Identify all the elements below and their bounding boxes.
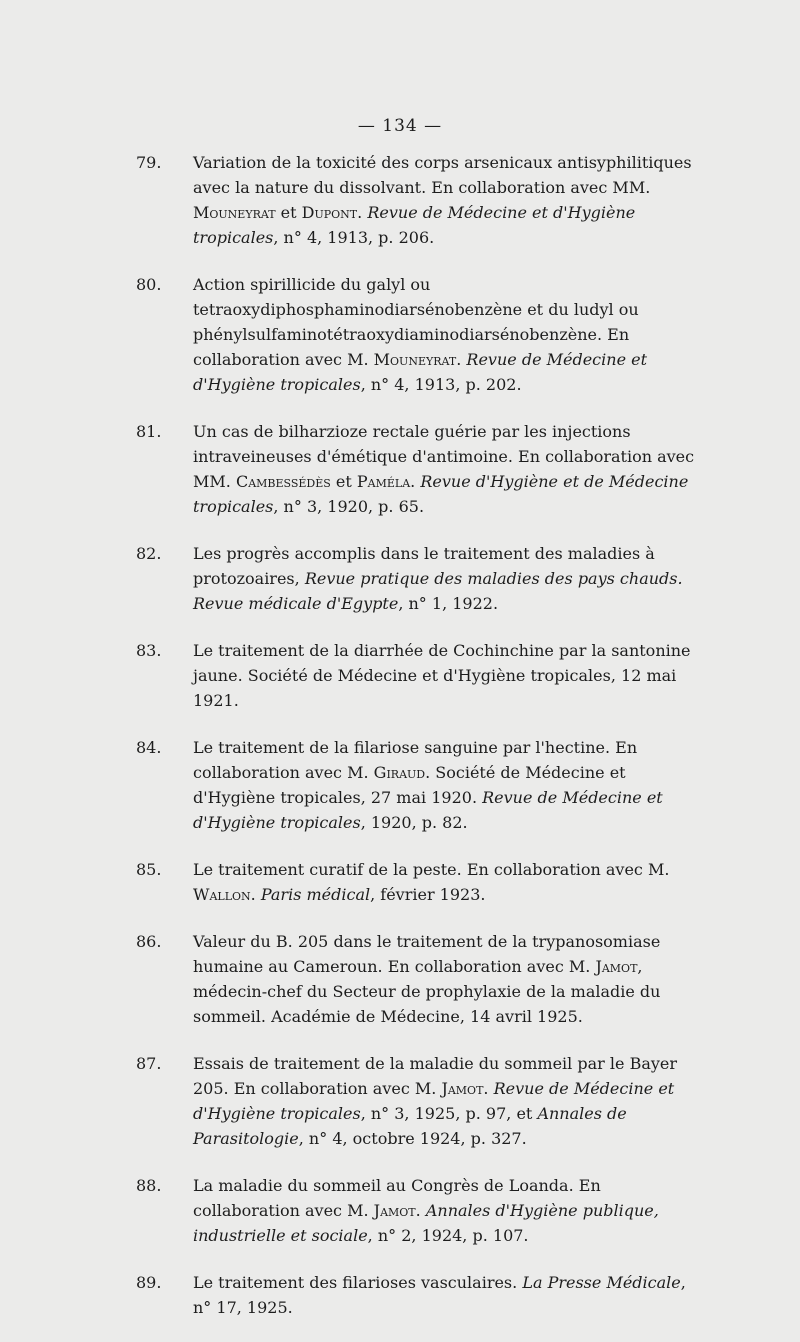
entry-title: Action spirillicide du galyl ou tetraoxydiphosphaminodiarsénobenzène et du ludyl ou phénylsulfaminotétraoxydiaminodiarsénobenzène. En collaboration avec M. bbox=[193, 275, 639, 369]
collaborator-name: Jamot bbox=[373, 1201, 416, 1220]
entry-text bbox=[193, 419, 696, 519]
list-item bbox=[0, 541, 800, 616]
collaborator-name: Dupont bbox=[301, 203, 358, 222]
entry-title: Les progrès accomplis dans le traitement des maladies à protozoaires, bbox=[193, 544, 655, 588]
list-item bbox=[0, 735, 800, 835]
collaborator-name: Paméla bbox=[356, 472, 411, 491]
journal-title: Annales de Parasitologie bbox=[193, 1104, 627, 1148]
entry-connector: . bbox=[415, 1201, 421, 1220]
entry-number: 82. bbox=[136, 544, 162, 563]
journal-title: Revue de Médecine et d'Hygiène tropicales bbox=[193, 203, 636, 247]
entry-text bbox=[193, 1173, 696, 1248]
entry-text bbox=[193, 272, 696, 397]
entry-citation: , médecin-chef du Secteur de prophylaxie de la maladie du sommeil. Académie de Médecine, 14 avril 1925. bbox=[193, 957, 661, 1026]
entry-citation: , n° 17, 1925. bbox=[193, 1273, 686, 1317]
entry-number: 87. bbox=[136, 1054, 162, 1073]
list-item bbox=[0, 857, 800, 907]
entry-citation: , n° 3, 1925, p. 97, et bbox=[360, 1104, 533, 1123]
collaborator-name: Jamot bbox=[441, 1079, 484, 1098]
list-item bbox=[0, 150, 800, 250]
entry-connector: . bbox=[410, 472, 416, 491]
entry-citation: , février 1923. bbox=[370, 885, 486, 904]
collaborator-name: Mouneyrat bbox=[193, 203, 276, 222]
entry-text bbox=[193, 929, 696, 1029]
collaborator-name: Wallon bbox=[193, 885, 251, 904]
entry-number: 81. bbox=[136, 422, 162, 441]
entry-number: 79. bbox=[136, 153, 162, 172]
list-item bbox=[0, 638, 800, 713]
journal-title: Paris médical bbox=[260, 885, 371, 904]
entry-citation: , n° 4, octobre 1924, p. 327. bbox=[298, 1129, 527, 1148]
entry-title: La maladie du sommeil au Congrès de Loanda. En collaboration avec M. bbox=[193, 1176, 601, 1220]
entry-title: Un cas de bilharzioze rectale guérie par les injections intraveineuses d'émétique d'antimoine. En collaboration avec MM. bbox=[193, 422, 695, 491]
entry-title: Le traitement de la filariose sanguine par l'hectine. En collaboration avec M. bbox=[193, 738, 638, 782]
entry-title: Le traitement curatif de la peste. En collaboration avec M. bbox=[193, 860, 670, 879]
entry-number: 86. bbox=[136, 932, 162, 951]
entry-text bbox=[193, 735, 696, 835]
journal-title: Revue de Médecine et d'Hygiène tropicales bbox=[193, 1079, 675, 1123]
entry-connector: et bbox=[280, 203, 297, 222]
journal-title: Revue de Médecine et d'Hygiène tropicales bbox=[193, 350, 648, 394]
entry-connector: . bbox=[357, 203, 363, 222]
entry-connector: . bbox=[456, 350, 462, 369]
page-number: — 134 — bbox=[357, 116, 443, 136]
entry-citation: , 1920, p. 82. bbox=[360, 813, 468, 832]
entry-citation: , n° 4, 1913, p. 206. bbox=[273, 228, 435, 247]
list-item bbox=[0, 929, 800, 1029]
journal-title: Revue de Médecine et d'Hygiène tropicales bbox=[193, 788, 663, 832]
bibliography-list bbox=[0, 150, 800, 1342]
entry-text bbox=[193, 857, 696, 907]
entry-connector: . bbox=[250, 885, 256, 904]
entry-text bbox=[193, 1270, 696, 1320]
entry-title: Valeur du B. 205 dans le traitement de la trypanosomiase humaine au Cameroun. En collaboration avec M. bbox=[193, 932, 661, 976]
entry-citation: , n° 3, 1920, p. 65. bbox=[273, 497, 425, 516]
entry-number: 89. bbox=[136, 1273, 162, 1292]
journal-title: Revue d'Hygiène et de Médecine tropicales bbox=[193, 472, 689, 516]
collaborator-name: Cambessédès bbox=[235, 472, 331, 491]
collaborator-name: Jamot bbox=[595, 957, 638, 976]
entry-connector: et bbox=[335, 472, 352, 491]
entry-connector: . bbox=[483, 1079, 489, 1098]
entry-number: 83. bbox=[136, 641, 162, 660]
journal-title: La Presse Médicale bbox=[522, 1273, 681, 1292]
list-item bbox=[0, 1051, 800, 1151]
entry-text bbox=[193, 541, 696, 616]
entry-text bbox=[193, 150, 696, 250]
entry-number: 88. bbox=[136, 1176, 162, 1195]
collaborator-name: Mouneyrat bbox=[373, 350, 457, 369]
list-item bbox=[0, 1270, 800, 1320]
entry-citation: , n° 1, 1922. bbox=[398, 594, 499, 613]
list-item bbox=[0, 1173, 800, 1248]
entry-citation: , n° 2, 1924, p. 107. bbox=[367, 1226, 529, 1245]
entry-number: 85. bbox=[136, 860, 162, 879]
journal-title: Revue pratique des maladies des pays chauds. Revue médicale d'Egypte bbox=[193, 569, 683, 613]
entry-title: Variation de la toxicité des corps arsenicaux antisyphilitiques avec la nature du dissolvant. En collaboration avec MM. bbox=[193, 153, 692, 197]
entry-citation: , n° 4, 1913, p. 202. bbox=[360, 375, 522, 394]
entry-connector: . Société de Médecine et d'Hygiène tropicales, 27 mai 1920. bbox=[193, 763, 626, 807]
list-item bbox=[0, 419, 800, 519]
entry-text bbox=[193, 638, 696, 713]
entry-title: Essais de traitement de la maladie du sommeil par le Bayer 205. En collaboration avec M. bbox=[193, 1054, 678, 1098]
journal-title: Annales d'Hygiène publique, industrielle et sociale bbox=[193, 1201, 659, 1245]
entry-number: 80. bbox=[136, 275, 162, 294]
collaborator-name: Giraud bbox=[373, 763, 426, 782]
entry-title: Le traitement des filarioses vasculaires. bbox=[193, 1273, 518, 1292]
entry-text bbox=[193, 1051, 696, 1151]
entry-number: 84. bbox=[136, 738, 162, 757]
entry-title: Le traitement de la diarrhée de Cochinchine par la santonine jaune. Société de Médecine et d'Hygiène tropicales, 12 mai 1921. bbox=[193, 641, 691, 710]
list-item bbox=[0, 272, 800, 397]
